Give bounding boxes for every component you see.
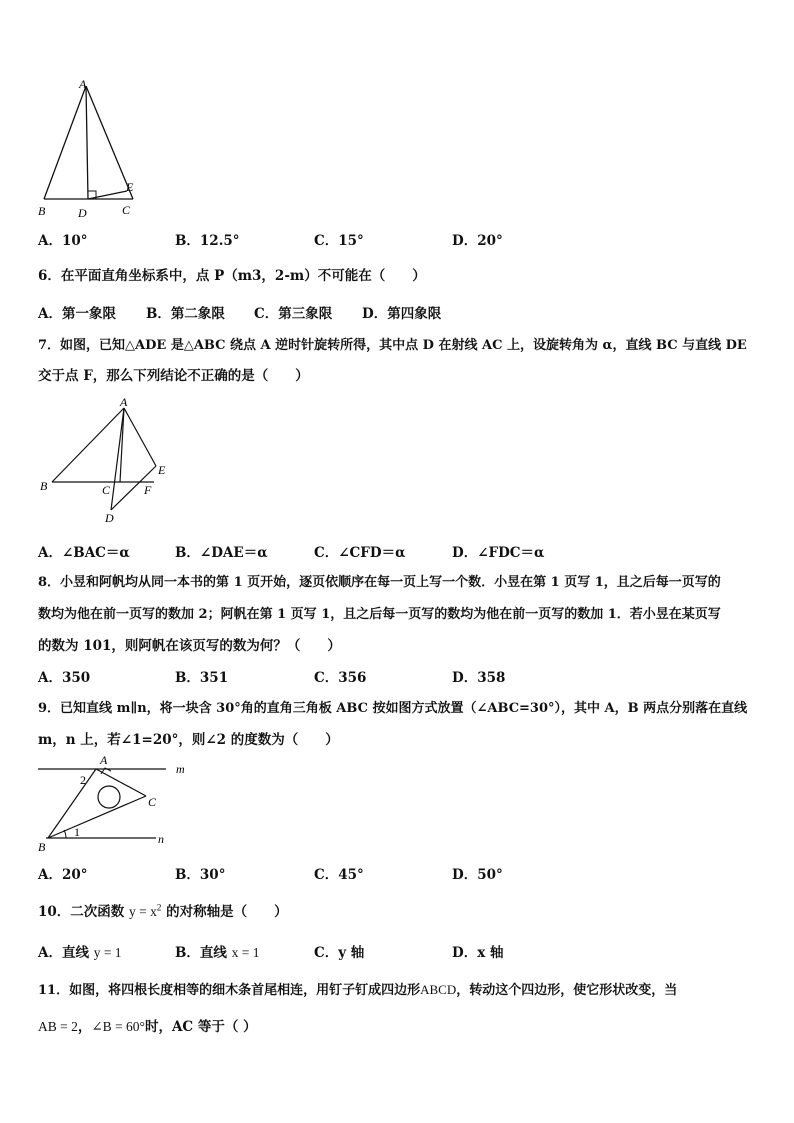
q8-stem-line2: 数均为他在前一页写的数加 2；阿帆在第 1 页写 1，且之后每一页写的数均为他在前一页写的数加 1．若小昱在某页写 (38, 607, 721, 622)
fig7-label-c: C (102, 483, 111, 497)
q5-option-b[interactable]: B．12.5° (175, 233, 240, 249)
q6-stem: 6．在平面直角坐标系中，点 P（m3，2-m）不可能在（ ） (38, 268, 426, 284)
fig9-label-one: 1 (74, 825, 80, 839)
fig7-label-f: F (144, 483, 152, 497)
q7-figure (36, 394, 176, 530)
q9-stem-line2: m，n 上，若∠1=20°，则∠2 的度数为（ ） (38, 732, 339, 748)
q11-angle-b: ∠B = 60° (91, 1019, 145, 1034)
q9-option-a[interactable]: A．20° (38, 867, 88, 883)
q11-separator: ， (77, 1019, 92, 1035)
q10-option-a-formula: y = 1 (93, 945, 122, 960)
q10-formula-exponent: 2 (156, 902, 162, 913)
q10-stem-suffix: 的对称轴是（ ） (166, 904, 288, 920)
q6-option-d[interactable]: D．第四象限 (362, 306, 442, 322)
q10-option-a-label: A．直线 (38, 945, 89, 961)
fig5-label-b: B (38, 204, 46, 218)
fig5-label-a: A (79, 77, 87, 91)
fig7-label-d: D (105, 511, 114, 525)
q5-option-c[interactable]: C．15° (314, 233, 364, 249)
q11-stem-line1-prefix: 11．如图，将四根长度相等的细木条首尾相连，用钉子钉成四边形 (38, 983, 421, 998)
q11-stem-line1-suffix: ，转动这个四边形，使它形状改变，当 (456, 983, 678, 998)
q10-formula: y = x (129, 904, 157, 919)
q7-option-b[interactable]: B．∠DAE＝α (175, 545, 268, 561)
fig7-label-b: B (40, 479, 48, 493)
fig7-label-e: E (158, 463, 166, 477)
q7-option-d[interactable]: D．∠FDC＝α (452, 545, 545, 561)
q6-option-a[interactable]: A．第一象限 (38, 306, 116, 322)
q10-option-b[interactable] (175, 941, 260, 961)
fig9-label-n: n (158, 832, 164, 846)
q9-option-d[interactable]: D．50° (452, 867, 503, 883)
q7-option-c[interactable]: C．∠CFD＝α (314, 545, 406, 561)
q10-option-c[interactable]: C．y 轴 (314, 945, 365, 961)
q7-stem-line2: 交于点 F，那么下列结论不正确的是（ ） (38, 368, 309, 384)
fig9-label-two: 2 (80, 773, 86, 787)
fig7-label-a: A (120, 395, 128, 409)
q5-figure (30, 74, 150, 224)
q11-ab-length: AB = 2 (38, 1019, 78, 1034)
q8-option-b[interactable]: B．351 (175, 670, 229, 686)
q6-option-c[interactable]: C．第三象限 (254, 306, 333, 322)
q11-stem-line1 (38, 979, 677, 998)
q7-stem-line1: 7．如图，已知△ADE 是△ABC 绕点 A 逆时针旋转所得，其中点 D 在射线 AC 上，设旋转角为 α，直线 BC 与直线 DE (38, 338, 747, 353)
q9-stem-line1: 9．已知直线 m∥n，将一块含 30°角的直角三角板 ABC 按如图方式放置（∠ABC=30°），其中 A，B 两点分别落在直线 (38, 701, 748, 716)
q10-option-a[interactable] (38, 941, 122, 961)
q10-option-b-label: B．直线 (175, 945, 227, 961)
q11-stem-line2-suffix: 时，AC 等于（ ） (144, 1019, 257, 1035)
fig5-label-d: D (78, 206, 87, 220)
q10-option-b-formula: x = 1 (231, 945, 260, 960)
q10-option-d[interactable]: D．x 轴 (452, 945, 504, 961)
q8-option-c[interactable]: C．356 (314, 670, 367, 686)
q11-quadrilateral-name: ABCD (420, 982, 457, 997)
q8-option-d[interactable]: D．358 (452, 670, 506, 686)
q9-option-c[interactable]: C．45° (314, 867, 364, 883)
fig5-label-c: C (122, 203, 131, 217)
q5-option-d[interactable]: D．20° (452, 233, 503, 249)
q8-stem-line3: 的数为 101，则阿帆在该页写的数为何？（ ） (38, 638, 341, 654)
q7-option-a[interactable]: A．∠BAC＝α (38, 545, 130, 561)
q9-figure (34, 752, 194, 856)
fig5-label-e: E (126, 180, 134, 194)
fig9-label-a: A (100, 753, 108, 767)
fig9-label-c: C (148, 795, 157, 809)
q10-stem-prefix: 10．二次函数 (38, 904, 125, 920)
q9-option-b[interactable]: B．30° (175, 867, 226, 883)
fig9-label-b: B (38, 840, 46, 854)
q10-stem (38, 900, 288, 920)
q6-option-b[interactable]: B．第二象限 (146, 306, 225, 322)
q8-stem-line1: 8．小昱和阿帆均从同一本书的第 1 页开始，逐页依顺序在每一页上写一个数．小昱在第 1 页写 1，且之后每一页写的 (38, 575, 721, 590)
fig9-label-m: m (176, 762, 185, 776)
q5-option-a[interactable]: A．10° (38, 233, 88, 249)
q8-option-a[interactable]: A．350 (38, 670, 91, 686)
q11-stem-line2 (38, 1015, 257, 1035)
